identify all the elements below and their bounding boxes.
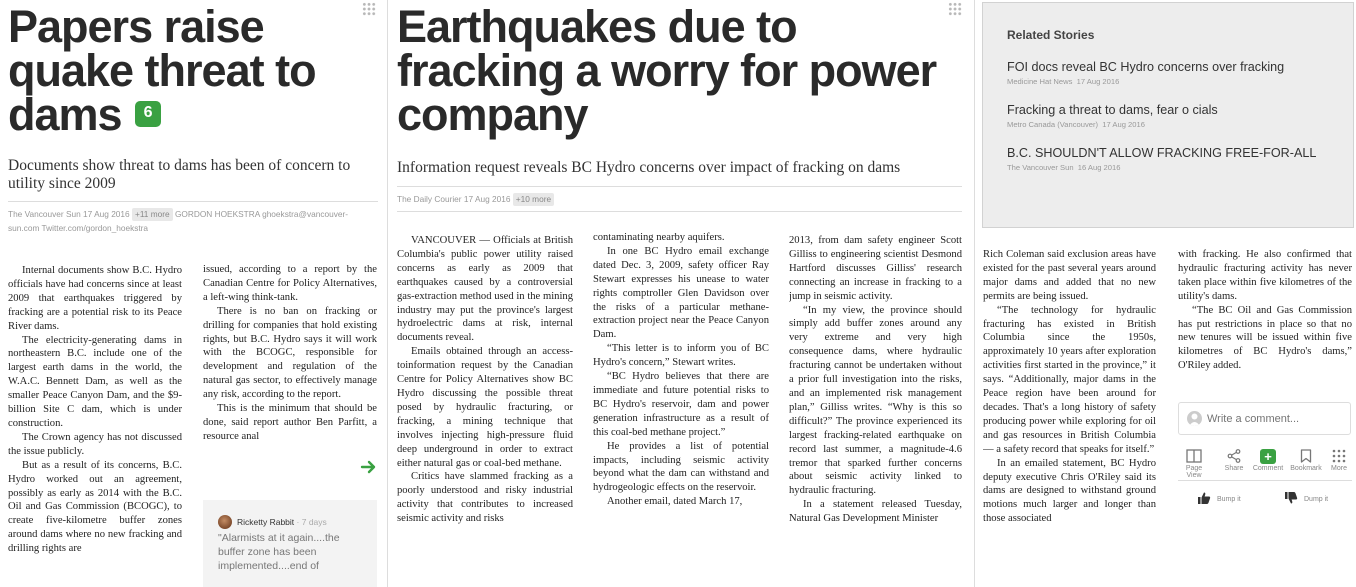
divider	[8, 201, 378, 202]
related-story-title[interactable]: B.C. SHOULDN'T ALLOW FRACKING FREE-FOR-ALL	[1007, 146, 1317, 160]
comment-time: · 7 days	[296, 517, 327, 527]
bookmark-label: Bookmark	[1290, 465, 1322, 472]
article1-column-1	[8, 264, 182, 587]
paragraph: Rich Coleman said exclusion areas have existed for the past several years around major dams and added that no new permits are being issued.	[983, 249, 1156, 302]
more-label: More	[1331, 465, 1347, 472]
paragraph: But as a result of its concerns, B.C. Hydro worked out an agreement, possibly as early as 2014 with the B.C. Oil and Gas Commission (BCOGC), to create five-kilometre buffer zones around dams where no new fracking and drilling rights are	[8, 459, 182, 555]
related-heading: Related Stories	[1007, 28, 1095, 42]
headline-line: fracking a worry for power	[397, 45, 937, 96]
headline-line: dams	[8, 89, 122, 140]
share-button[interactable]	[1219, 447, 1249, 472]
comment-author[interactable]: Ricketty Rabbit	[237, 517, 295, 527]
paragraph: with fracking. He also confirmed that hydraulic fracturing activity has never taken place within five kilometres of the utility's dams.	[1178, 249, 1352, 302]
comment-input[interactable]	[1207, 410, 1345, 428]
page-view-icon	[1179, 447, 1209, 465]
paragraph: The electricity-generating dams in northeastern B.C. include one of the largest earth dams in the world, the W.A.C. Bennett Dam, as well as the smaller Peace Canyon Dam, and the $9-billion Site C dam, which is under construction.	[8, 334, 182, 429]
paragraph: VANCOUVER — Officials at British Columbia's public power utility raised concerns as early as 2009 that earthquakes caused by a controversial gas-extraction method used in the mining industry may put the province's largest hydroelectric dams at risk, internal documents reveal.	[397, 235, 573, 344]
paragraph: Another email, dated March 17,	[607, 496, 743, 508]
source-name[interactable]: The Daily Courier	[397, 194, 462, 204]
related-stories-panel	[982, 2, 1354, 228]
column-separator	[387, 0, 388, 587]
paragraph: issued, according to a report by the Canadian Centre for Policy Alternatives, a left-wing think-tank.	[203, 264, 377, 303]
related-story[interactable]	[1007, 103, 1337, 129]
article1-deck: Documents show threat to dams has been of concern to utility since 2009	[8, 157, 351, 192]
byline: GORDON HOEKSTRA ghoekstra@vancouver-sun.com Twitter.com/gordon_hoekstra	[8, 209, 348, 233]
related-story-date: 17 Aug 2016	[1102, 120, 1145, 129]
publish-date: 17 Aug 2016	[83, 209, 130, 219]
paragraph: “In my view, the province should simply add buffer zones around any very extreme and very high consequence dams, where hydraulic fracturing cannot be undertaken without a prior full investigation into the risks, and an implemented risk management plan,” Gilliss writes. “Why is this so difficult?” The province experienced its largest fracking-related earthquake on record last summer, a magnitude-4.6 tremor that sparked further concerns about seismic activity linked to hydraulic fracturing.	[789, 304, 962, 497]
paragraph: “The technology for hydraulic fracturing has existed in British Columbia since the 1950s, approximately 10 years after exploration activities first started in the province,” it says. “Additionally, major dams in the Peace region have been around for decades. That's a long history of safety producing power while exploring for oil and gas resources in British Columbia — a safety record that speaks for itself.”	[983, 304, 1156, 455]
thumbs-up-icon	[1197, 491, 1211, 507]
bookmark-icon	[1288, 447, 1324, 465]
related-story[interactable]	[1007, 60, 1337, 86]
divider	[397, 186, 962, 187]
comment-preview[interactable]	[203, 500, 377, 587]
page-view-button[interactable]	[1179, 447, 1209, 479]
more-button[interactable]	[1326, 447, 1352, 472]
paragraph: Emails obtained through an access-toinformation request by the Canadian Centre for Policy Alternatives show BC Hydro discussing the possible threat posed by hydraulic fracturing, or fracking, a mining technique that involves injecting high-pressure fluid deep underground in order to extract either natural gas or coal-bed methane.	[397, 346, 573, 469]
paragraph: In an emailed statement, BC Hydro deputy executive Chris O'Riley said its dams are designed to withstand ground motions much larger and longer than those associated	[983, 457, 1156, 525]
bump-up-label: Bump it	[1217, 495, 1241, 503]
comment-add-icon: +	[1251, 447, 1285, 465]
column-separator	[974, 0, 975, 587]
article2-meta	[397, 192, 962, 206]
comment-input-box[interactable]	[1178, 402, 1351, 435]
avatar	[218, 515, 232, 529]
article2-column-1	[397, 234, 573, 587]
comment-author-line	[237, 517, 327, 527]
comment-count-badge[interactable]	[135, 101, 161, 127]
related-story-source: Metro Canada (Vancouver)	[1007, 120, 1099, 129]
bump-down-button[interactable]	[1284, 491, 1328, 507]
fade-overlay	[300, 460, 360, 476]
bump-up-button[interactable]	[1197, 491, 1241, 507]
comment-count: 6	[143, 104, 153, 122]
comment-text: "Alarmists at it again....the buffer zone has been implemented....end of	[218, 532, 340, 572]
paragraph: In one BC Hydro email exchange dated Dec. 3, 2009, safety officer Ray Stewart expresses his unease to water rights comptroller Glen Davidson over the risks of a particular methane-extraction project near the Peace Canyon Dam.	[593, 245, 769, 341]
more-grid-icon	[1326, 447, 1352, 465]
share-label: Share	[1224, 465, 1244, 472]
thumbs-down-icon	[1284, 491, 1298, 507]
related-story-date: 16 Aug 2016	[1077, 163, 1121, 172]
more-sources-badge[interactable]: +10 more	[513, 193, 554, 206]
paragraph: This is the minimum that should be done, said report author Ben Parfitt, a resource anal	[203, 403, 377, 442]
paragraph: 2013, from dam safety engineer Scott Gilliss to engineering scientist Desmond Hartford discusses Gilliss' research connecting an increase in fracking to a jump in seismic activity.	[789, 235, 962, 302]
bookmark-button[interactable]	[1288, 447, 1324, 472]
paragraph: The Crown agency has not discussed the issue publicly.	[8, 431, 182, 457]
related-story-date: 17 Aug 2016	[1076, 77, 1120, 86]
headline-line: company	[397, 89, 588, 140]
headline-line: Papers raise	[8, 1, 264, 52]
paragraph: contaminating nearby aquifers.	[593, 232, 725, 243]
headline-line: quake threat to	[8, 45, 316, 96]
source-name[interactable]: The Vancouver Sun	[8, 209, 81, 219]
continue-arrow-icon[interactable]	[360, 458, 378, 476]
paragraph: “The BC Oil and Gas Commission has put restrictions in place so that no new tenures will be issued within five kilometres of BC Hydro's dams,” O'Riley added.	[1178, 304, 1352, 372]
related-story-title[interactable]: FOI docs reveal BC Hydro concerns over fracking	[1007, 60, 1285, 74]
related-story[interactable]	[1007, 146, 1337, 172]
more-sources-badge[interactable]: +11 more	[132, 208, 173, 221]
paragraph: Internal documents show B.C. Hydro officials have had concerns since at least 2009 that earthquakes triggered by fracking are a potential risk to its Peace River dams.	[8, 265, 182, 332]
article2-column-4	[983, 248, 1156, 587]
related-story-source: The Vancouver Sun	[1007, 163, 1074, 172]
article2-deck: Information request reveals BC Hydro concerns over impact of fracking on dams	[397, 159, 901, 176]
paragraph: “BC Hydro believes that there are immediate and future potential risks to BC Hydro's reservoir, dam and power generation infrastructure as a result of this coal-bed methane project.”	[593, 371, 769, 438]
paragraph: “This letter is to inform you of BC Hydro's concern,” Stewart writes.	[593, 343, 769, 369]
bump-down-label: Dump it	[1304, 495, 1329, 503]
divider	[1178, 480, 1352, 481]
comment-button[interactable]	[1251, 447, 1285, 472]
article2-column-2	[593, 231, 769, 587]
related-story-meta	[1007, 120, 1337, 129]
divider	[397, 211, 962, 212]
comment-label: Comment	[1252, 465, 1284, 472]
headline-line: Earthquakes due to	[397, 1, 797, 52]
related-story-title[interactable]: Fracking a threat to dams, fear o cials	[1007, 103, 1218, 117]
related-story-meta	[1007, 163, 1337, 172]
article1-headline[interactable]	[8, 1, 378, 140]
share-icon	[1219, 447, 1249, 465]
article2-column-3	[789, 234, 962, 587]
related-story-source: Medicine Hat News	[1007, 77, 1073, 86]
article1-meta	[8, 207, 358, 235]
article1-column-2	[203, 263, 377, 477]
related-story-meta	[1007, 77, 1337, 86]
page-view-label: Page View	[1185, 465, 1203, 479]
publish-date: 17 Aug 2016	[463, 194, 511, 204]
paragraph: In a statement released Tuesday, Natural Gas Development Minister	[789, 499, 962, 525]
paragraph: He provides a list of potential impacts, including seismic activity beyond what the dam can withstand and hydrogeologic effects on the reservoir.	[593, 440, 769, 494]
paragraph: There is no ban on fracking or drilling for companies that hold existing rights, but B.C. Hydro says it will work with the BCOGC, responsible for development and regulation of the natural gas sector, to effectively manage any risk, according to the report.	[203, 305, 377, 401]
article2-column-5	[1178, 248, 1352, 388]
paragraph: Critics have slammed fracking as a poorly understood and risky industrial activity that contributes to increased seismic activity and risks	[397, 471, 573, 525]
user-avatar-icon	[1187, 411, 1202, 426]
article2-headline[interactable]	[397, 1, 972, 140]
